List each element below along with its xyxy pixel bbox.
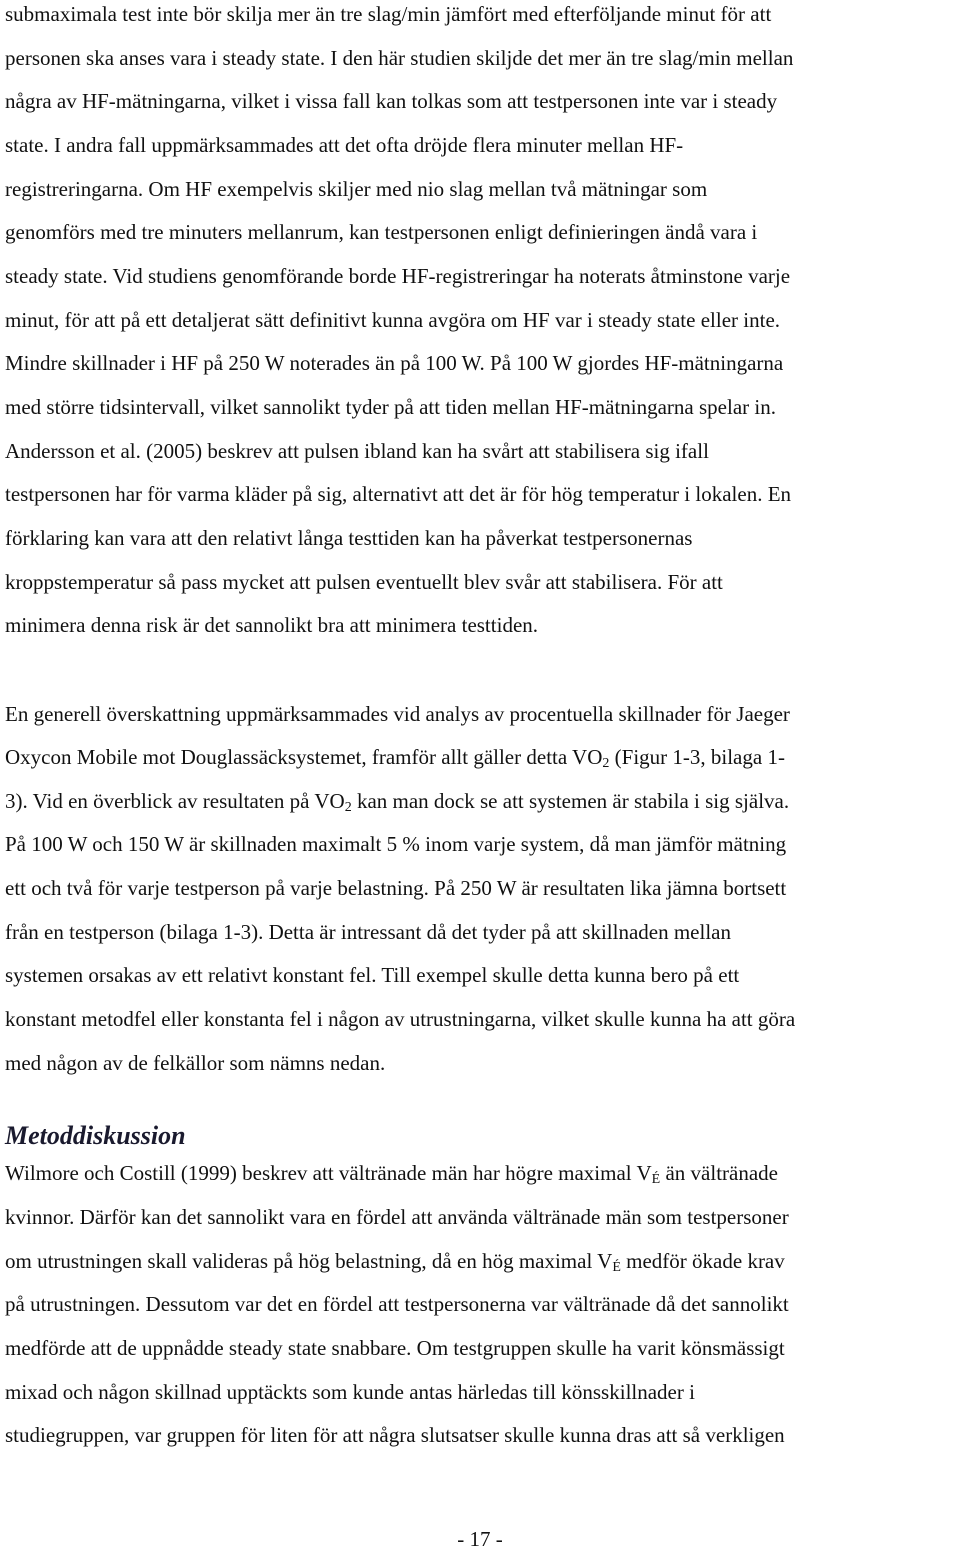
text-line: minimera denna risk är det sannolikt bra att minimera testtiden. — [5, 613, 539, 637]
text-line: Andersson et al. (2005) beskrev att pulsen ibland kan ha svårt att stabilisera sig ifall — [5, 439, 709, 463]
text-line: från en testperson (bilaga 1-3). Detta är intressant då det tyder på att skillnaden mellan — [5, 920, 731, 944]
text-line: konstant metodfel eller konstanta fel i någon av utrustningarna, vilket skulle kunna ha att göra — [5, 1007, 796, 1031]
text-line: state. I andra fall uppmärksammades att det ofta dröjde flera minuter mellan HF- — [5, 133, 684, 157]
text-line: studiegruppen, var gruppen för liten för att några slutsatser skulle kunna dras att så verkligen — [5, 1423, 785, 1447]
text-line: En generell överskattning uppmärksammades vid analys av procentuella skillnader för Jaeger — [5, 702, 790, 726]
text-line-with-subscript — [5, 1161, 778, 1185]
text-line: systemen orsakas av ett relativt konstant fel. Till exempel skulle detta kunna bero på ett — [5, 963, 740, 987]
text-line-with-subscript — [5, 745, 785, 769]
text-line: med någon av de felkällor som nämns nedan. — [5, 1051, 386, 1075]
text-line: minut, för att på ett detaljerat sätt definitivt kunna avgöra om HF var i steady state eller inte. — [5, 308, 781, 332]
text-segment: kan man dock se att systemen är stabila i sig själva. — [351, 789, 790, 813]
text-line: kvinnor. Därför kan det sannolikt vara en fördel att använda vältränade män som testpersoner — [5, 1205, 789, 1229]
text-line: genomförs med tre minuters mellanrum, kan testpersonen enligt definieringen ändå vara i — [5, 220, 758, 244]
subscript: É — [651, 1172, 661, 1187]
text-line: med större tidsintervall, vilket sannolikt tyder på att tiden mellan HF-mätningarna spelar in. — [5, 395, 776, 419]
subscript: 2 — [344, 800, 352, 815]
text-segment: (Figur 1-3, bilaga 1- — [609, 745, 785, 769]
text-segment: än vältränade — [660, 1161, 779, 1185]
text-line: steady state. Vid studiens genomförande borde HF-registreringar ha noterats åtminstone varje — [5, 264, 791, 288]
text-line: personen ska anses vara i steady state. I den här studien skiljde det mer än tre slag/min mellan — [5, 46, 794, 70]
text-line: medförde att de uppnådde steady state snabbare. Om testgruppen skulle ha varit könsmässigt — [5, 1336, 785, 1360]
text-line: submaximala test inte bör skilja mer än tre slag/min jämfört med efterföljande minut för att — [5, 2, 772, 26]
text-segment: Oxycon Mobile mot Douglassäcksystemet, framför allt gäller detta VO — [5, 745, 603, 769]
page-number: - 17 - — [457, 1527, 503, 1551]
text-line-with-subscript — [5, 1249, 785, 1273]
text-line: kroppstemperatur så pass mycket att pulsen eventuellt blev svår att stabilisera. För att — [5, 570, 723, 594]
text-segment: 3). Vid en överblick av resultaten på VO — [5, 789, 345, 813]
text-line-with-subscript — [5, 789, 789, 813]
text-line: på utrustningen. Dessutom var det en fördel att testpersonerna var vältränade då det sannolikt — [5, 1292, 789, 1316]
text-segment: om utrustningen skall valideras på hög belastning, då en hög maximal V — [5, 1249, 613, 1273]
text-line: testpersonen har för varma kläder på sig, alternativt att det är för hög temperatur i lokalen. En — [5, 482, 792, 506]
text-line: registreringarna. Om HF exempelvis skiljer med nio slag mellan två mätningar som — [5, 177, 708, 201]
text-line: mixad och någon skillnad upptäckts som kunde antas härledas till könsskillnader i — [5, 1380, 695, 1404]
text-line: några av HF-mätningarna, vilket i vissa fall kan tolkas som att testpersonen inte var i steady — [5, 89, 778, 113]
text-segment: medför ökade krav — [620, 1249, 785, 1273]
text-line: På 100 W och 150 W är skillnaden maximalt 5 % inom varje system, då man jämför mätning — [5, 832, 787, 856]
text-line: Mindre skillnader i HF på 250 W noterades än på 100 W. På 100 W gjordes HF-mätningarna — [5, 351, 784, 375]
text-line: ett och två för varje testperson på varje belastning. På 250 W är resultaten lika jämna bortsett — [5, 876, 787, 900]
subscript: 2 — [602, 756, 610, 771]
section-heading: Metoddiskussion — [5, 1121, 186, 1150]
subscript: É — [612, 1260, 621, 1275]
text-segment: Wilmore och Costill (1999) beskrev att vältränade män har högre maximal V — [5, 1161, 652, 1185]
text-line: förklaring kan vara att den relativt långa testtiden kan ha påverkat testpersonernas — [5, 526, 693, 550]
